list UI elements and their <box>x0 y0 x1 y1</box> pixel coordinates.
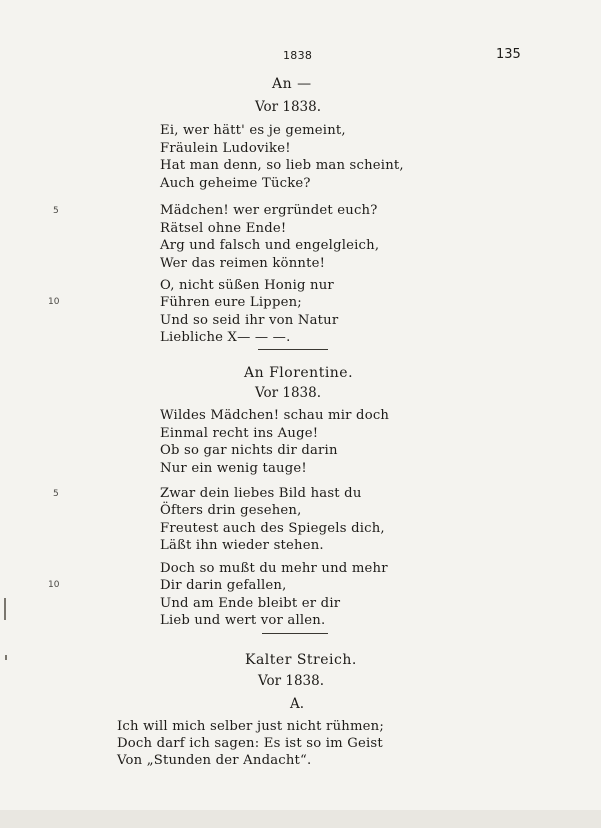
scan-mark <box>5 655 7 660</box>
verse-line: Wildes Mädchen! schau mir doch <box>160 408 390 423</box>
poem-title: An — <box>272 76 312 92</box>
poem-title: An Florentine. <box>244 365 354 381</box>
verse-line: Hat man denn, so lieb man scheint, <box>160 158 404 173</box>
verse-line: Zwar dein liebes Bild hast du <box>160 486 362 501</box>
verse-line: Läßt ihn wieder stehen. <box>160 538 324 553</box>
verse-line: Lieb und wert vor allen. <box>160 613 326 628</box>
line-number: 5 <box>53 489 59 499</box>
line-number: 10 <box>48 297 60 307</box>
verse-line: Auch geheime Tücke? <box>160 176 311 191</box>
verse-line: Öfters drin gesehen, <box>160 503 302 518</box>
verse-line: Freutest auch des Spiegels dich, <box>160 521 385 536</box>
verse-line: Einmal recht ins Auge! <box>160 426 319 441</box>
poem-date: Vor 1838. <box>255 99 322 115</box>
verse-line: Ob so gar nichts dir darin <box>160 443 338 458</box>
verse-line: Und so seid ihr von Natur <box>160 313 339 328</box>
verse-line: Mädchen! wer ergründet euch? <box>160 203 378 218</box>
verse-line: Doch darf ich sagen: Es ist so im Geist <box>117 736 383 751</box>
running-title: 1838 <box>283 49 313 62</box>
page-bottom-edge <box>0 810 601 828</box>
verse-line: Von „Stunden der Andacht“. <box>117 753 312 768</box>
scan-mark <box>4 598 6 620</box>
poem-date: Vor 1838. <box>258 673 325 689</box>
verse-line: Führen eure Lippen; <box>160 295 302 310</box>
verse-line: Und am Ende bleibt er dir <box>160 596 341 611</box>
poem-title: Kalter Streich. <box>245 652 357 668</box>
page-number: 135 <box>496 47 521 62</box>
verse-line: Fräulein Ludovike! <box>160 141 291 156</box>
line-number: 10 <box>48 580 60 590</box>
verse-line: Nur ein wenig tauge! <box>160 461 307 476</box>
line-number: 5 <box>53 206 59 216</box>
verse-line: Wer das reimen könnte! <box>160 256 326 271</box>
verse-line: Liebliche X— — —. <box>160 330 291 345</box>
verse-line: Rätsel ohne Ende! <box>160 221 287 236</box>
verse-line: Ei, wer hätt' es je gemeint, <box>160 123 346 138</box>
poem-date: Vor 1838. <box>255 385 322 401</box>
section-heading: A. <box>290 696 305 712</box>
verse-line: O, nicht süßen Honig nur <box>160 278 334 293</box>
verse-line: Dir darin gefallen, <box>160 578 287 593</box>
verse-line: Arg und falsch und engelgleich, <box>160 238 380 253</box>
verse-line: Ich will mich selber just nicht rühmen; <box>117 719 384 734</box>
section-divider <box>258 349 328 350</box>
section-divider <box>262 633 328 634</box>
verse-line: Doch so mußt du mehr und mehr <box>160 561 388 576</box>
